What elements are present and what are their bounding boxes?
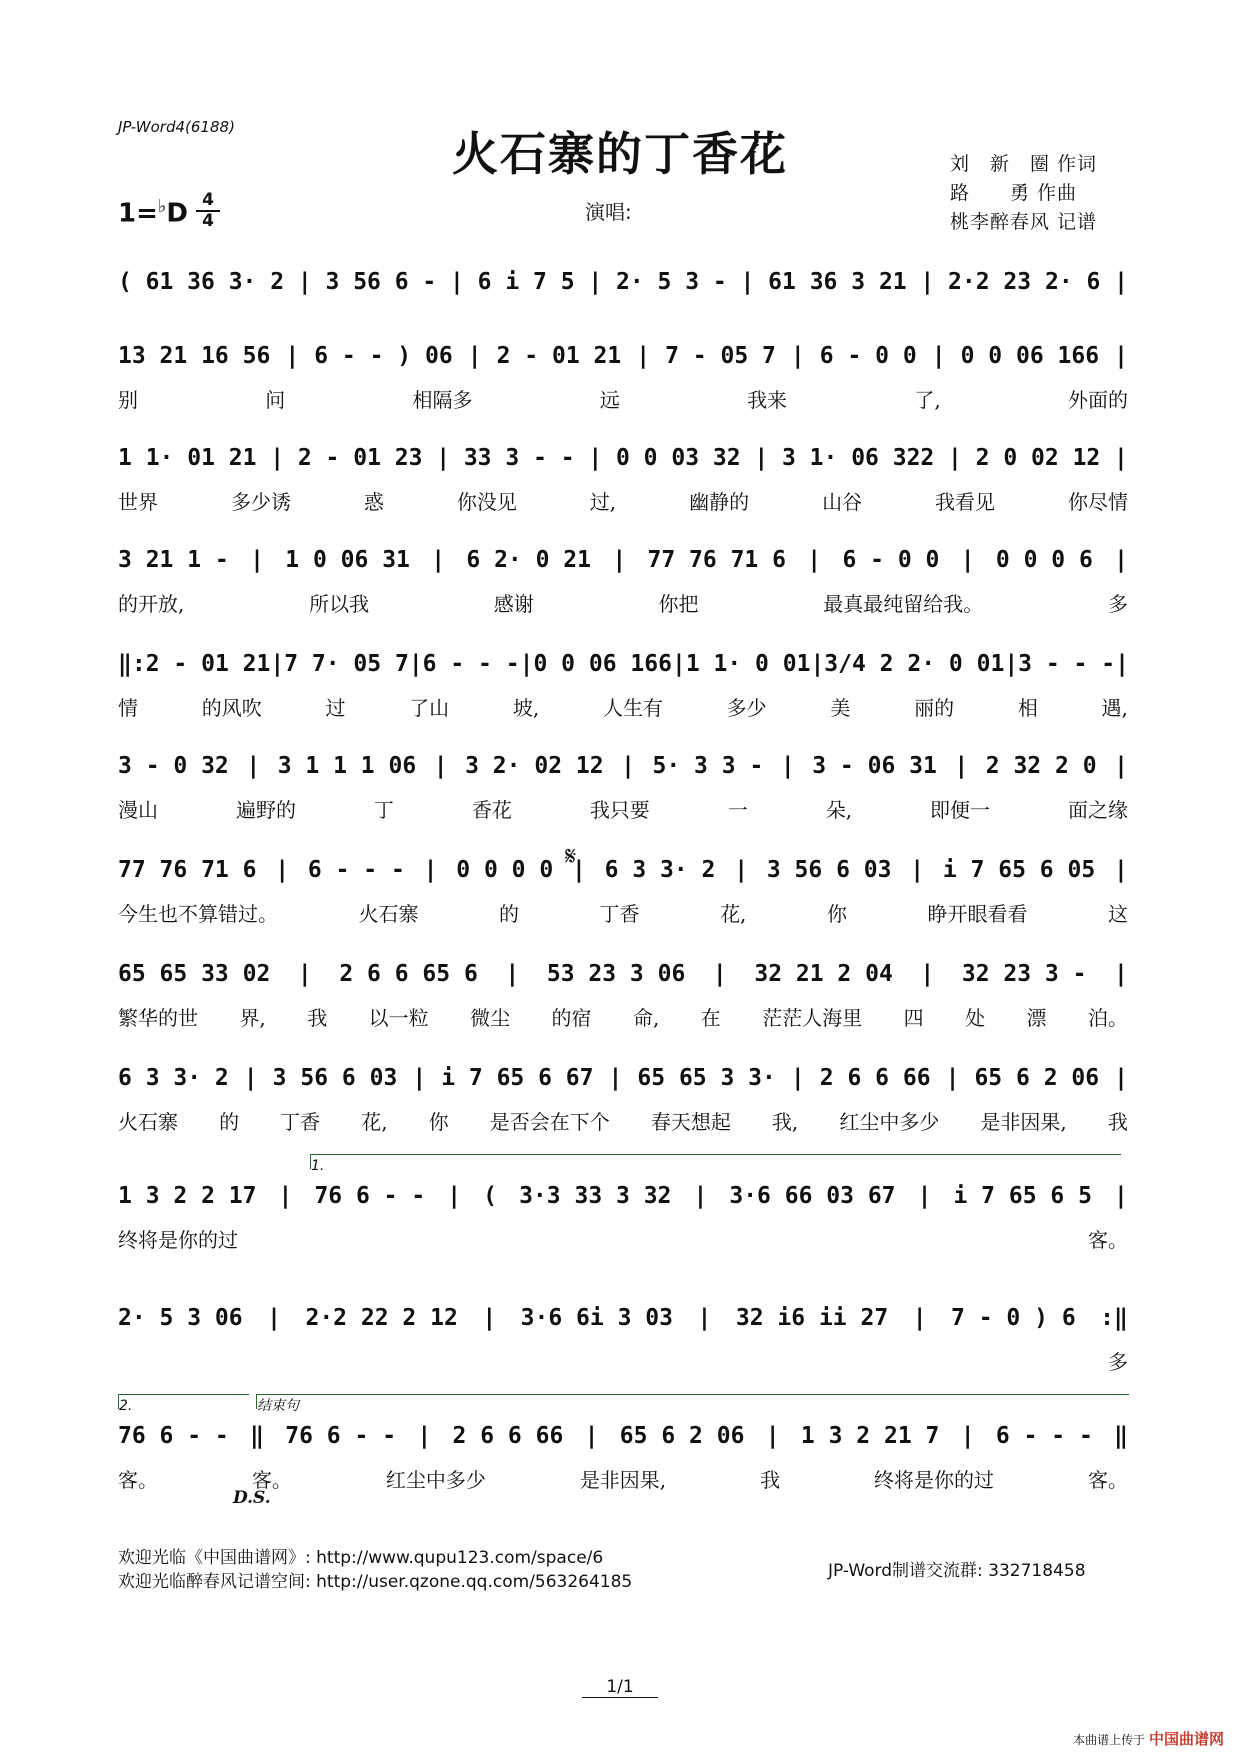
lyric-word: 客。	[1088, 1227, 1128, 1252]
barline: |	[519, 651, 534, 677]
footer-link-qupu[interactable]: 欢迎光临《中国曲谱网》: http://www.qupu123.com/space/6	[118, 1548, 604, 1568]
barline: |	[960, 547, 975, 573]
lyric-word: 感谢	[493, 591, 534, 616]
lyric-word: 最真最纯留给我。	[823, 591, 984, 616]
measure-notes: 3 56 6 -	[325, 269, 437, 295]
lyric-word: 的风吹	[201, 695, 262, 720]
barline: |	[588, 269, 603, 295]
measure-notes: 3·6 6i 3 03	[520, 1305, 673, 1331]
measure-notes: 61 36 3· 2	[145, 269, 285, 295]
measure-notes: 2· 5 3 -	[616, 269, 727, 295]
measure-notes: 0 0 06 166	[960, 343, 1100, 369]
barline: |	[270, 445, 285, 471]
lyric-word: 你	[428, 1109, 449, 1134]
lyric-word: 美	[830, 695, 851, 720]
lyric-word: 惑	[363, 489, 384, 514]
volta-bracket	[310, 1154, 1121, 1174]
volta-label: 2.	[119, 1398, 133, 1414]
barline: |	[412, 1065, 427, 1091]
measure-notes: 3 - 0 32	[118, 753, 229, 779]
measure-notes: 6 - 0 0	[819, 343, 917, 369]
coda-label: 结束句	[257, 1398, 299, 1414]
measure-notes: 32 i6 ii 27	[735, 1305, 889, 1331]
lyric-word: 花,	[720, 901, 747, 926]
barline: :‖	[1100, 1305, 1128, 1331]
barline: ‖	[250, 1423, 264, 1449]
measure-notes: 2 - 01 21	[496, 343, 622, 369]
barline: |	[250, 547, 264, 573]
lyric-word: 我	[307, 1005, 328, 1030]
barline: |	[612, 547, 627, 573]
lyric-word: 茫茫人海里	[762, 1005, 863, 1030]
barline: |	[960, 1423, 975, 1449]
lyric-line	[118, 1344, 1128, 1376]
lyric-word: 远	[599, 387, 620, 412]
lyric-word: 遇,	[1101, 695, 1128, 720]
barline: |	[948, 445, 962, 471]
barline: |	[917, 1183, 932, 1209]
measure-notes: 3·3 33 3 32	[519, 1183, 672, 1209]
barline: |	[920, 961, 935, 987]
measure-notes: 6 - - -	[307, 857, 405, 883]
barline: |	[588, 445, 603, 471]
measure-notes: i 7 65 6 67	[441, 1065, 594, 1091]
barline: |	[754, 445, 769, 471]
lyric-word: 微尘	[470, 1005, 511, 1030]
lyric-word: 繁华的世	[118, 1005, 198, 1030]
barline: |	[945, 1065, 960, 1091]
lyric-word: 别	[118, 387, 138, 412]
credits	[950, 150, 1097, 237]
barline: |	[1114, 1065, 1128, 1091]
measure-notes: 6 3 3· 2	[118, 1065, 229, 1091]
barline: |	[790, 1065, 805, 1091]
barline: |	[408, 651, 423, 677]
lyric-word: 泊。	[1087, 1005, 1128, 1030]
measure-notes: 61 36 3 21	[768, 269, 907, 295]
song-title: 火石寨的丁香花	[452, 127, 788, 181]
note-line	[118, 1298, 1128, 1338]
lyric-line	[118, 1000, 1128, 1032]
lyric-word: 了,	[914, 387, 941, 412]
key-signature	[118, 196, 188, 229]
barline: |	[433, 753, 448, 779]
watermark-prefix: 本曲谱上传于	[1073, 1733, 1146, 1747]
measure-notes: i 7 65 6 05	[942, 857, 1096, 883]
barline: |	[790, 343, 805, 369]
barline: |	[436, 445, 451, 471]
measure-notes: 76 6 - -	[314, 1183, 426, 1209]
lyric-word: 客。	[251, 1467, 292, 1492]
barline: |	[608, 1065, 623, 1091]
lyric-word: 终将是你的过	[874, 1467, 995, 1492]
measure-notes: 6 - 0 0	[842, 547, 940, 573]
lyric-word: 处	[965, 1005, 986, 1030]
barline: |	[278, 1183, 293, 1209]
barline: |	[1115, 651, 1129, 677]
measure-notes: 3 1· 06 322	[781, 445, 935, 471]
lyric-word: 幽静的	[689, 489, 750, 514]
lyric-word: 这	[1107, 901, 1128, 926]
lyric-word: 情	[118, 695, 138, 720]
footer-link-qzone[interactable]: 欢迎光临醉春风记谱空间: http://user.qzone.qq.com/563264185	[118, 1572, 633, 1592]
measure-notes: 65 6 2 06	[619, 1423, 745, 1449]
barline: |	[1114, 1183, 1128, 1209]
lyricist: 刘 新 圈 作词	[950, 153, 1098, 175]
barline: |	[931, 343, 946, 369]
measure-notes: 1 1· 0 01	[685, 651, 811, 677]
lyric-line	[118, 382, 1128, 414]
lyric-word: 你没见	[456, 489, 517, 514]
barline: |	[1114, 343, 1128, 369]
key-note: D	[166, 198, 188, 229]
lyric-line	[118, 896, 1128, 928]
lyric-word: 春天想起	[650, 1109, 731, 1134]
barline: |	[712, 961, 727, 987]
measure-notes: 5· 3 3 -	[652, 753, 764, 779]
volta-bracket	[118, 1394, 249, 1414]
lyric-line	[118, 690, 1128, 722]
lyric-word: 火石寨	[118, 1109, 178, 1134]
barline: |	[734, 857, 749, 883]
measure-notes: 32 21 2 04	[754, 961, 893, 987]
lyric-word: 红尘中多少	[839, 1109, 940, 1134]
note-line	[118, 1058, 1128, 1098]
page-number: 1/1	[0, 1677, 1240, 1697]
barline: |	[571, 857, 586, 883]
lyric-word: 漫山	[118, 797, 158, 822]
barline: |	[780, 753, 795, 779]
flat-sign: ♭	[157, 196, 167, 217]
lyric-word: 以一粒	[368, 1005, 429, 1030]
barline: |	[243, 1065, 258, 1091]
measure-notes: 3 2· 02 12	[465, 753, 604, 779]
barline: |	[697, 1305, 712, 1331]
composer: 路 勇 作曲	[950, 182, 1078, 204]
barline: |	[246, 753, 261, 779]
measure-notes: 3 - - -	[1018, 651, 1116, 677]
measure-notes: 7 7· 05 7	[284, 651, 409, 677]
note-line	[118, 954, 1128, 994]
lyric-word: 世界	[118, 489, 158, 514]
measure-notes: 32 23 3 -	[961, 961, 1087, 987]
barline: |	[671, 651, 686, 677]
barline: |	[584, 1423, 599, 1449]
barline: |	[267, 1305, 281, 1331]
lyric-word: 是非因果,	[980, 1109, 1067, 1134]
coda-bracket	[256, 1394, 1129, 1414]
lyric-word: 丁	[373, 797, 394, 822]
barline: |	[1113, 857, 1128, 883]
barline: |	[417, 1423, 432, 1449]
note-line	[118, 746, 1128, 786]
barline: |	[423, 857, 438, 883]
lyric-word: 你尽情	[1067, 489, 1128, 514]
measure-notes: 6 - - ) 06	[314, 343, 453, 369]
lyric-word: 即便一	[930, 797, 991, 822]
measure-notes: 1 3 2 2 17	[118, 1183, 257, 1209]
lyric-word: 我	[1107, 1109, 1128, 1134]
lyric-word: 多	[1107, 591, 1128, 616]
measure-notes: 6 - - -	[995, 1423, 1093, 1449]
lyric-word: 我只要	[589, 797, 650, 822]
lyric-word: 多少	[726, 695, 767, 720]
measure-notes: 2 6 6 65 6	[339, 961, 478, 987]
barline: |	[810, 651, 825, 677]
measure-notes: 0 0 0 0	[456, 857, 554, 883]
lyric-word: 火石寨	[358, 901, 419, 926]
time-signature	[196, 192, 220, 230]
lyric-word: 漂	[1026, 1005, 1047, 1030]
lyric-word: 客。	[1087, 1467, 1128, 1492]
lyric-word: 在	[700, 1005, 721, 1030]
lyric-word: 遍野的	[235, 797, 296, 822]
measure-notes: 2·2 23 2· 6	[948, 269, 1101, 295]
software-label: JP-Word4(6188)	[118, 118, 235, 136]
lyric-word: 过	[325, 695, 346, 720]
lyric-word: 客。	[118, 1467, 158, 1492]
measure-notes: 7 - 0 ) 6	[951, 1305, 1076, 1331]
barline: |	[1114, 547, 1128, 573]
measure-notes: 3 56 6 03	[766, 857, 892, 883]
measure-notes: i 7 65 6 5	[953, 1183, 1092, 1209]
lyric-word: 是否会在下个	[489, 1109, 610, 1134]
lyric-word: 是非因果,	[579, 1467, 667, 1492]
lyric-word: 了山	[409, 695, 450, 720]
note-line	[118, 438, 1128, 478]
measure-notes: 33 3 - -	[463, 445, 575, 471]
lyric-word: 我	[760, 1467, 781, 1492]
measure-notes: 3 1 1 1 06	[277, 753, 417, 779]
barline: |	[447, 1183, 462, 1209]
barline: |	[1004, 651, 1019, 677]
measure-notes: 3·6 66 03 67	[729, 1183, 896, 1209]
footer-links	[118, 1546, 632, 1594]
singer-label: 演唱:	[585, 200, 632, 224]
measure-notes: (	[483, 1183, 498, 1209]
lyric-word: 命,	[632, 1005, 660, 1030]
lyric-word: 今生也不算错过。	[118, 901, 278, 926]
note-line	[118, 644, 1128, 684]
measure-notes: 2 0 02 12	[975, 445, 1101, 471]
lyric-word: 的	[499, 901, 520, 926]
ds-mark: D.S.	[233, 1488, 271, 1508]
note-line	[118, 336, 1128, 376]
barline: |	[505, 961, 520, 987]
barline: |	[621, 753, 635, 779]
barline: |	[920, 269, 935, 295]
barline: |	[270, 651, 285, 677]
lyric-word: 丁香	[280, 1109, 321, 1134]
measure-notes: 1 0 06 31	[285, 547, 410, 573]
measure-notes: 65 65 3 3·	[637, 1065, 776, 1091]
measure-notes: 65 65 33 02	[118, 961, 271, 987]
lyric-word: 四	[903, 1005, 924, 1030]
lyric-word: 多少诱	[230, 489, 291, 514]
measure-notes: 2 - 01 23	[297, 445, 423, 471]
barline: |	[467, 343, 482, 369]
barline: |	[482, 1305, 497, 1331]
lyric-word: 花,	[361, 1109, 388, 1134]
segno-sign: 𝄋	[565, 842, 577, 872]
barline: |	[740, 269, 755, 295]
measure-notes: 2 32 2 0	[985, 753, 1097, 779]
watermark-brand: 中国曲谱网	[1148, 1730, 1224, 1748]
lyric-word: 丁香	[599, 901, 640, 926]
measure-notes: (	[118, 269, 132, 295]
barline: |	[1114, 445, 1128, 471]
lyric-word: 丽的	[914, 695, 955, 720]
note-line	[118, 1416, 1128, 1456]
lyric-word: 我,	[771, 1109, 799, 1134]
note-line	[118, 1176, 1128, 1216]
measure-notes: 0 0 03 32	[615, 445, 741, 471]
measure-notes: 1 1· 01 21	[118, 445, 257, 471]
barline: |	[912, 1305, 927, 1331]
barline: |	[910, 857, 925, 883]
key-prefix: 1=	[118, 198, 158, 229]
measure-notes: 7 - 05 7	[665, 343, 776, 369]
measure-notes: 53 23 3 06	[546, 961, 686, 987]
lyric-word: 界,	[239, 1005, 266, 1030]
barline: |	[1114, 753, 1128, 779]
barline: ‖	[1114, 1423, 1128, 1449]
footer-group: JP-Word制谱交流群: 332718458	[828, 1561, 1086, 1581]
measure-notes: 77 76 71 6	[118, 857, 257, 883]
measure-notes: 65 6 2 06	[974, 1065, 1100, 1091]
barline: |	[431, 547, 446, 573]
lyric-word: 一	[727, 797, 748, 822]
lyric-word: 我来	[747, 387, 788, 412]
measure-notes: 2· 5 3 06	[118, 1305, 243, 1331]
measure-notes: 0 0 06 166	[533, 651, 672, 677]
lyric-word: 的开放,	[118, 591, 185, 616]
lyric-word: 所以我	[309, 591, 370, 616]
lyric-word: 坡,	[512, 695, 540, 720]
watermark	[1073, 1728, 1224, 1749]
barline: |	[954, 753, 969, 779]
measure-notes: 3 - 06 31	[812, 753, 937, 779]
barline: |	[1114, 961, 1128, 987]
barline: |	[450, 269, 464, 295]
measure-notes: 1 3 2 21 7	[800, 1423, 940, 1449]
lyric-word: 终将是你的过	[118, 1227, 238, 1252]
volta-label: 1.	[311, 1158, 325, 1174]
barline: |	[807, 547, 822, 573]
measure-notes: 0 0 0 6	[995, 547, 1093, 573]
measure-notes: 2 6 6 66	[452, 1423, 564, 1449]
lyric-line	[118, 586, 1128, 618]
measure-notes: 3 56 6 03	[272, 1065, 398, 1091]
barline: |	[275, 857, 290, 883]
measure-notes: 13 21 16 56	[118, 343, 271, 369]
measure-notes: 6 i 7 5	[477, 269, 575, 295]
lyric-word: 外面的	[1067, 387, 1128, 412]
lyric-word: 你把	[658, 591, 699, 616]
lyric-word: 相隔多	[412, 387, 473, 412]
time-bottom: 4	[202, 211, 214, 231]
lyric-word: 朵,	[825, 797, 853, 822]
lyric-word: 人生有	[602, 695, 663, 720]
measure-notes: 6 3 3· 2	[604, 857, 716, 883]
note-line	[118, 850, 1128, 890]
lyric-line	[118, 484, 1128, 516]
lyric-word: 山谷	[822, 489, 863, 514]
lyric-word: 睁开眼看看	[927, 901, 1028, 926]
lyric-word: 我看见	[935, 489, 996, 514]
time-top: 4	[202, 190, 214, 210]
barline: |	[693, 1183, 708, 1209]
measure-notes: 2·2 22 2 12	[305, 1305, 458, 1331]
measure-notes: 2 6 6 66	[819, 1065, 931, 1091]
measure-notes: 76 6 - -	[118, 1423, 229, 1449]
lyric-word: 问	[265, 387, 286, 412]
lyric-word: 面之缘	[1067, 797, 1128, 822]
barline: ‖:	[118, 651, 146, 677]
measure-notes: 3 21 1 -	[118, 547, 229, 573]
lyric-line	[118, 792, 1128, 824]
measure-notes: 2 - 01 21	[145, 651, 271, 677]
measure-notes: 77 76 71 6	[647, 547, 786, 573]
note-line	[118, 262, 1128, 302]
barline: |	[297, 269, 312, 295]
measure-notes: 6 - - -	[422, 651, 520, 677]
measure-notes: 3/4 2 2· 0 01	[824, 651, 1005, 677]
lyric-word: 相	[1017, 695, 1038, 720]
measure-notes: 6 2· 0 21	[466, 547, 591, 573]
lyric-word: 香花	[471, 797, 512, 822]
transcriber: 桃李醉春风 记谱	[950, 211, 1098, 233]
lyric-word: 的	[219, 1109, 240, 1134]
barline: |	[1114, 269, 1128, 295]
barline: |	[765, 1423, 780, 1449]
note-line	[118, 540, 1128, 580]
lyric-line	[118, 1222, 1128, 1254]
barline: |	[297, 961, 312, 987]
lyric-word: 过,	[589, 489, 617, 514]
lyric-word: 你	[826, 901, 847, 926]
lyric-word: 的宿	[551, 1005, 592, 1030]
lyric-word: 红尘中多少	[385, 1467, 486, 1492]
lyric-line	[118, 1104, 1128, 1136]
measure-notes: 76 6 - -	[285, 1423, 397, 1449]
barline: |	[285, 343, 300, 369]
barline: |	[636, 343, 651, 369]
lyric-word: 多	[1108, 1349, 1128, 1374]
